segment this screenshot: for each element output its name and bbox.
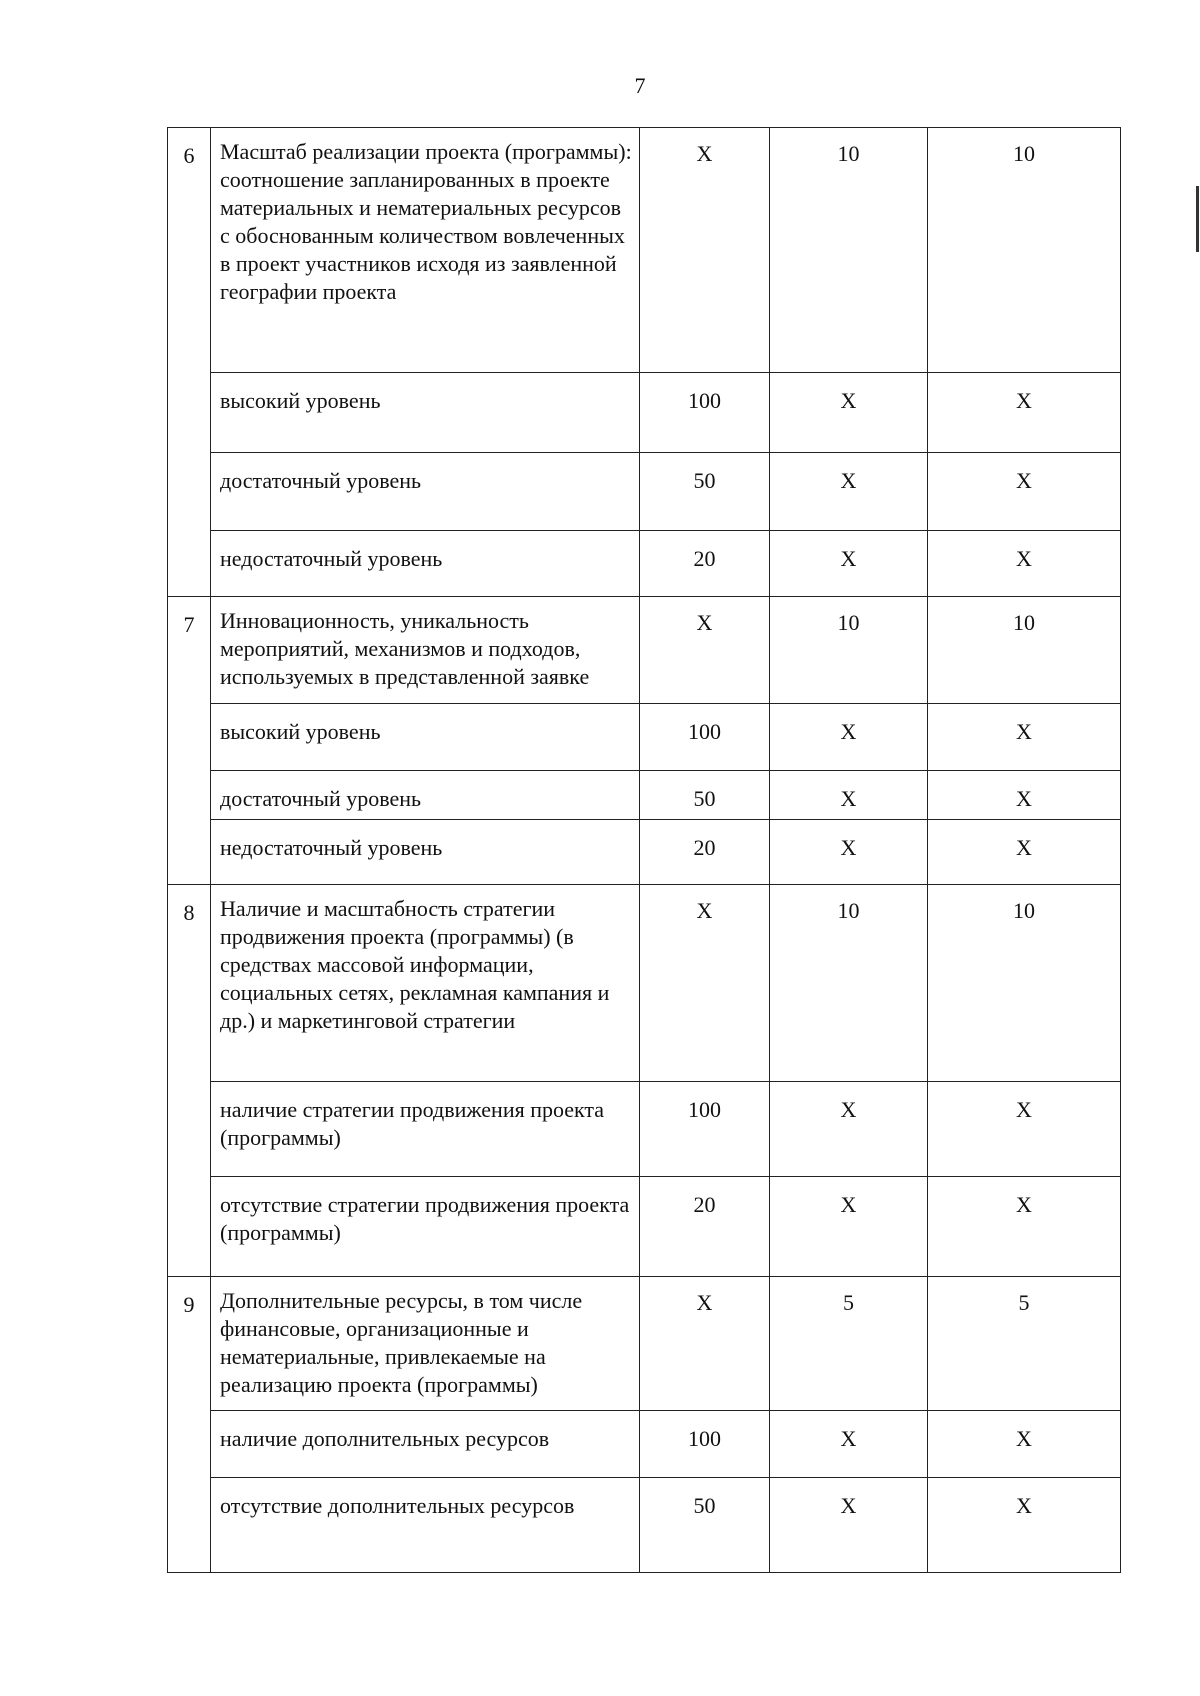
page-number: 7	[634, 73, 646, 98]
cell-col1: 50	[640, 771, 770, 820]
cell-col1: 50	[640, 1478, 770, 1573]
table-row	[168, 704, 1121, 771]
number-cell-empty	[168, 704, 211, 771]
cell-col1: X	[640, 597, 770, 704]
cell-col2: 5	[770, 1277, 928, 1411]
cell-col3: 10	[928, 885, 1121, 1082]
cell-col3: 10	[928, 128, 1121, 373]
table-row	[168, 453, 1121, 531]
criterion-level: наличие дополнительных ресурсов	[211, 1411, 640, 1478]
cell-col1: 20	[640, 820, 770, 885]
criterion-level: высокий уровень	[211, 704, 640, 771]
cell-col1: 100	[640, 704, 770, 771]
table-row	[168, 1277, 1121, 1411]
criterion-level: наличие стратегии продвижения проекта (программы)	[211, 1082, 640, 1177]
cell-col1: 20	[640, 1177, 770, 1277]
cell-col2: 10	[770, 128, 928, 373]
number-cell-empty	[168, 1411, 211, 1478]
cell-col3: X	[928, 1478, 1121, 1573]
table-row	[168, 531, 1121, 597]
cell-col3: X	[928, 1177, 1121, 1277]
criterion-title: Инновационность, уникальность мероприятий, механизмов и подходов, используемых в представленной заявке	[211, 597, 640, 704]
number-cell-empty	[168, 1478, 211, 1573]
number-cell-empty	[168, 771, 211, 820]
criterion-number: 9	[168, 1277, 211, 1411]
cell-col3: X	[928, 453, 1121, 531]
cell-col2: X	[770, 453, 928, 531]
table-row	[168, 1478, 1121, 1573]
criterion-number: 6	[168, 128, 211, 373]
scan-edge-mark	[1196, 186, 1199, 252]
criterion-level: высокий уровень	[211, 373, 640, 453]
table-row	[168, 373, 1121, 453]
cell-col1: 100	[640, 373, 770, 453]
table-row	[168, 1411, 1121, 1478]
criterion-title: Масштаб реализации проекта (программы): соотношение запланированных в проекте материальных и нематериальных ресурсов с обоснованным количеством вовлеченных в проект участников исходя из заявленной географии проекта	[211, 128, 640, 373]
criterion-title: Дополнительные ресурсы, в том числе финансовые, организационные и нематериальные, привлекаемые на реализацию проекта (программы)	[211, 1277, 640, 1411]
number-cell-empty	[168, 453, 211, 531]
number-cell-empty	[168, 1177, 211, 1277]
cell-col3: X	[928, 704, 1121, 771]
cell-col2: X	[770, 1411, 928, 1478]
table-row	[168, 771, 1121, 820]
cell-col1: X	[640, 885, 770, 1082]
table-row	[168, 597, 1121, 704]
criterion-number: 7	[168, 597, 211, 704]
criteria-table	[167, 127, 1121, 1573]
number-cell-empty	[168, 531, 211, 597]
cell-col2: X	[770, 820, 928, 885]
table-row	[168, 885, 1121, 1082]
cell-col3: X	[928, 373, 1121, 453]
cell-col2: X	[770, 1478, 928, 1573]
cell-col1: 100	[640, 1411, 770, 1478]
criterion-level: достаточный уровень	[211, 771, 640, 820]
criterion-level: достаточный уровень	[211, 453, 640, 531]
cell-col2: X	[770, 704, 928, 771]
cell-col3: X	[928, 771, 1121, 820]
cell-col2: X	[770, 1177, 928, 1277]
cell-col2: 10	[770, 885, 928, 1082]
cell-col3: X	[928, 820, 1121, 885]
cell-col3: X	[928, 531, 1121, 597]
criterion-number: 8	[168, 885, 211, 1082]
cell-col2: X	[770, 373, 928, 453]
number-cell-empty	[168, 373, 211, 453]
cell-col1: X	[640, 128, 770, 373]
cell-col3: X	[928, 1411, 1121, 1478]
cell-col1: 50	[640, 453, 770, 531]
table-row	[168, 1177, 1121, 1277]
number-cell-empty	[168, 820, 211, 885]
number-cell-empty	[168, 1082, 211, 1177]
table-row	[168, 1082, 1121, 1177]
criterion-level: отсутствие дополнительных ресурсов	[211, 1478, 640, 1573]
cell-col3: X	[928, 1082, 1121, 1177]
cell-col2: X	[770, 531, 928, 597]
cell-col2: 10	[770, 597, 928, 704]
cell-col3: 10	[928, 597, 1121, 704]
cell-col2: X	[770, 771, 928, 820]
criterion-level: отсутствие стратегии продвижения проекта (программы)	[211, 1177, 640, 1277]
cell-col3: 5	[928, 1277, 1121, 1411]
table-row	[168, 128, 1121, 373]
criterion-level: недостаточный уровень	[211, 820, 640, 885]
cell-col1: X	[640, 1277, 770, 1411]
criterion-level: недостаточный уровень	[211, 531, 640, 597]
criterion-title: Наличие и масштабность стратегии продвижения проекта (программы) (в средствах массовой информации, социальных сетях, рекламная кампания и др.) и маркетинговой стратегии	[211, 885, 640, 1082]
cell-col1: 20	[640, 531, 770, 597]
cell-col2: X	[770, 1082, 928, 1177]
cell-col1: 100	[640, 1082, 770, 1177]
table-row	[168, 820, 1121, 885]
